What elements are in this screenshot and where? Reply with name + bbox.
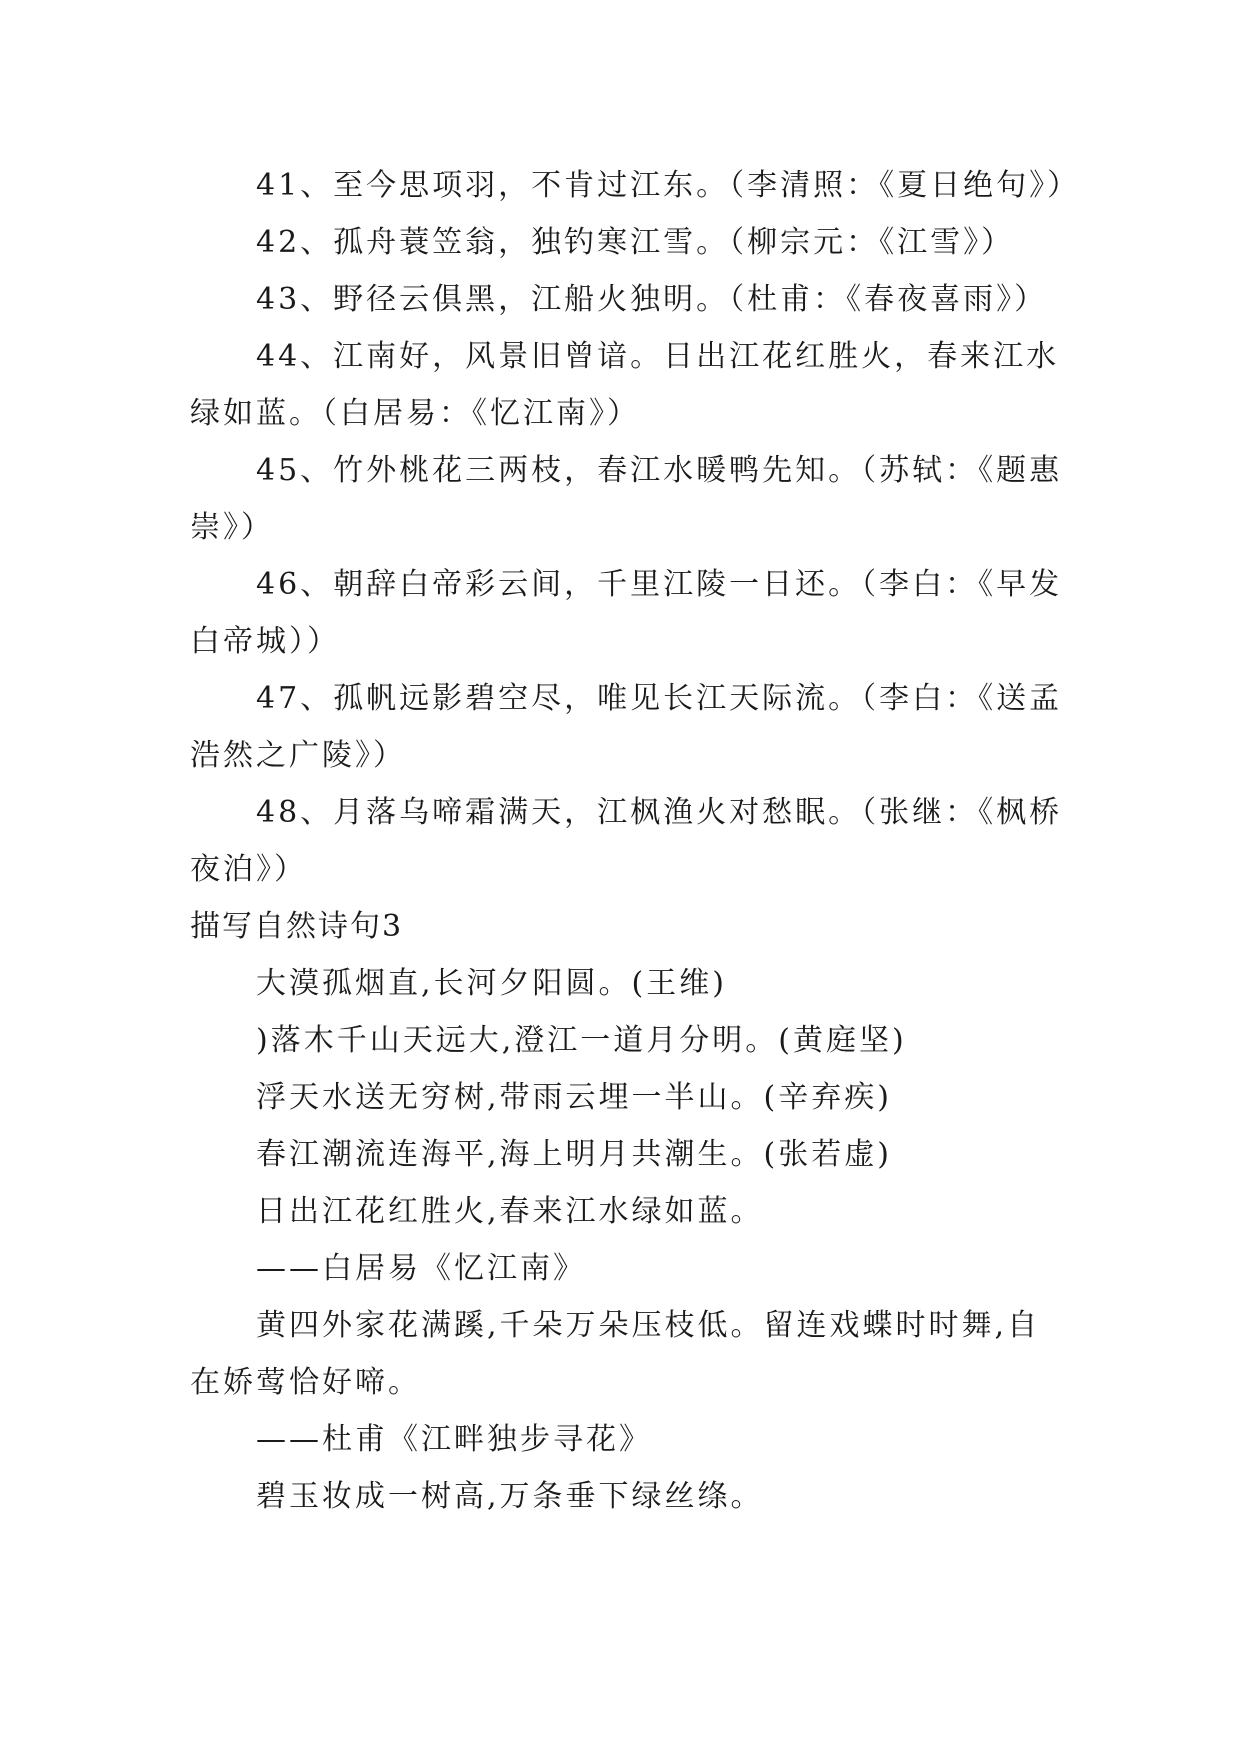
section-heading: 描写自然诗句3 <box>190 909 404 944</box>
poem-line-46: 46、朝辞白帝彩云间，千里江陵一日还。（李白：《早发 <box>256 567 1063 602</box>
poem-line-47: 47、孤帆远影碧空尽，唯见长江天际流。（李白：《送孟 <box>256 681 1063 716</box>
verse-line-cont: 在娇莺恰好啼。 <box>190 1365 421 1400</box>
poem-line-45: 45、竹外桃花三两枝，春江水暖鸭先知。（苏轼：《题惠 <box>256 453 1063 488</box>
poem-line-44: 44、江南好，风景旧曾谙。日出江花红胜火，春来江水 <box>256 339 1060 374</box>
verse-line: 春江潮流连海平,海上明月共潮生。(张若虚) <box>256 1137 892 1172</box>
poem-line-48: 48、月落乌啼霜满天，江枫渔火对愁眠。（张继：《枫桥 <box>256 795 1063 830</box>
poem-line-45-cont: 崇》） <box>190 510 274 545</box>
poem-line-42: 42、孤舟蓑笠翁，独钓寒江雪。（柳宗元：《江雪》） <box>256 225 1015 260</box>
poem-line-41: 41、至今思项羽，不肯过江东。（李清照：《夏日绝句》） <box>256 168 1081 203</box>
verse-line: )落木千山天远大,澄江一道月分明。(黄庭坚) <box>256 1023 907 1058</box>
verse-line: 日出江花红胜火,春来江水绿如蓝。 <box>256 1194 764 1229</box>
verse-attribution: ——白居易《忆江南》 <box>256 1251 586 1286</box>
verse-line: 碧玉妆成一树高,万条垂下绿丝绦。 <box>256 1479 764 1514</box>
poem-line-47-cont: 浩然之广陵》） <box>190 738 406 773</box>
poem-line-43: 43、野径云俱黑，江船火独明。（杜甫：《春夜喜雨》） <box>256 282 1048 317</box>
poem-line-48-cont: 夜泊》） <box>190 852 307 887</box>
verse-line: 大漠孤烟直,长河夕阳圆。(王维) <box>256 966 727 1001</box>
verse-line: 黄四外家花满蹊,千朵万朵压枝低。留连戏蝶时时舞,自 <box>256 1308 1041 1343</box>
poem-line-44-cont: 绿如蓝。（白居易：《忆江南》） <box>190 396 640 431</box>
verse-line: 浮天水送无穷树,带雨云埋一半山。(辛弃疾) <box>256 1080 892 1115</box>
poem-line-46-cont: 白帝城）） <box>190 624 340 659</box>
verse-attribution: ——杜甫《江畔独步寻花》 <box>256 1422 652 1457</box>
